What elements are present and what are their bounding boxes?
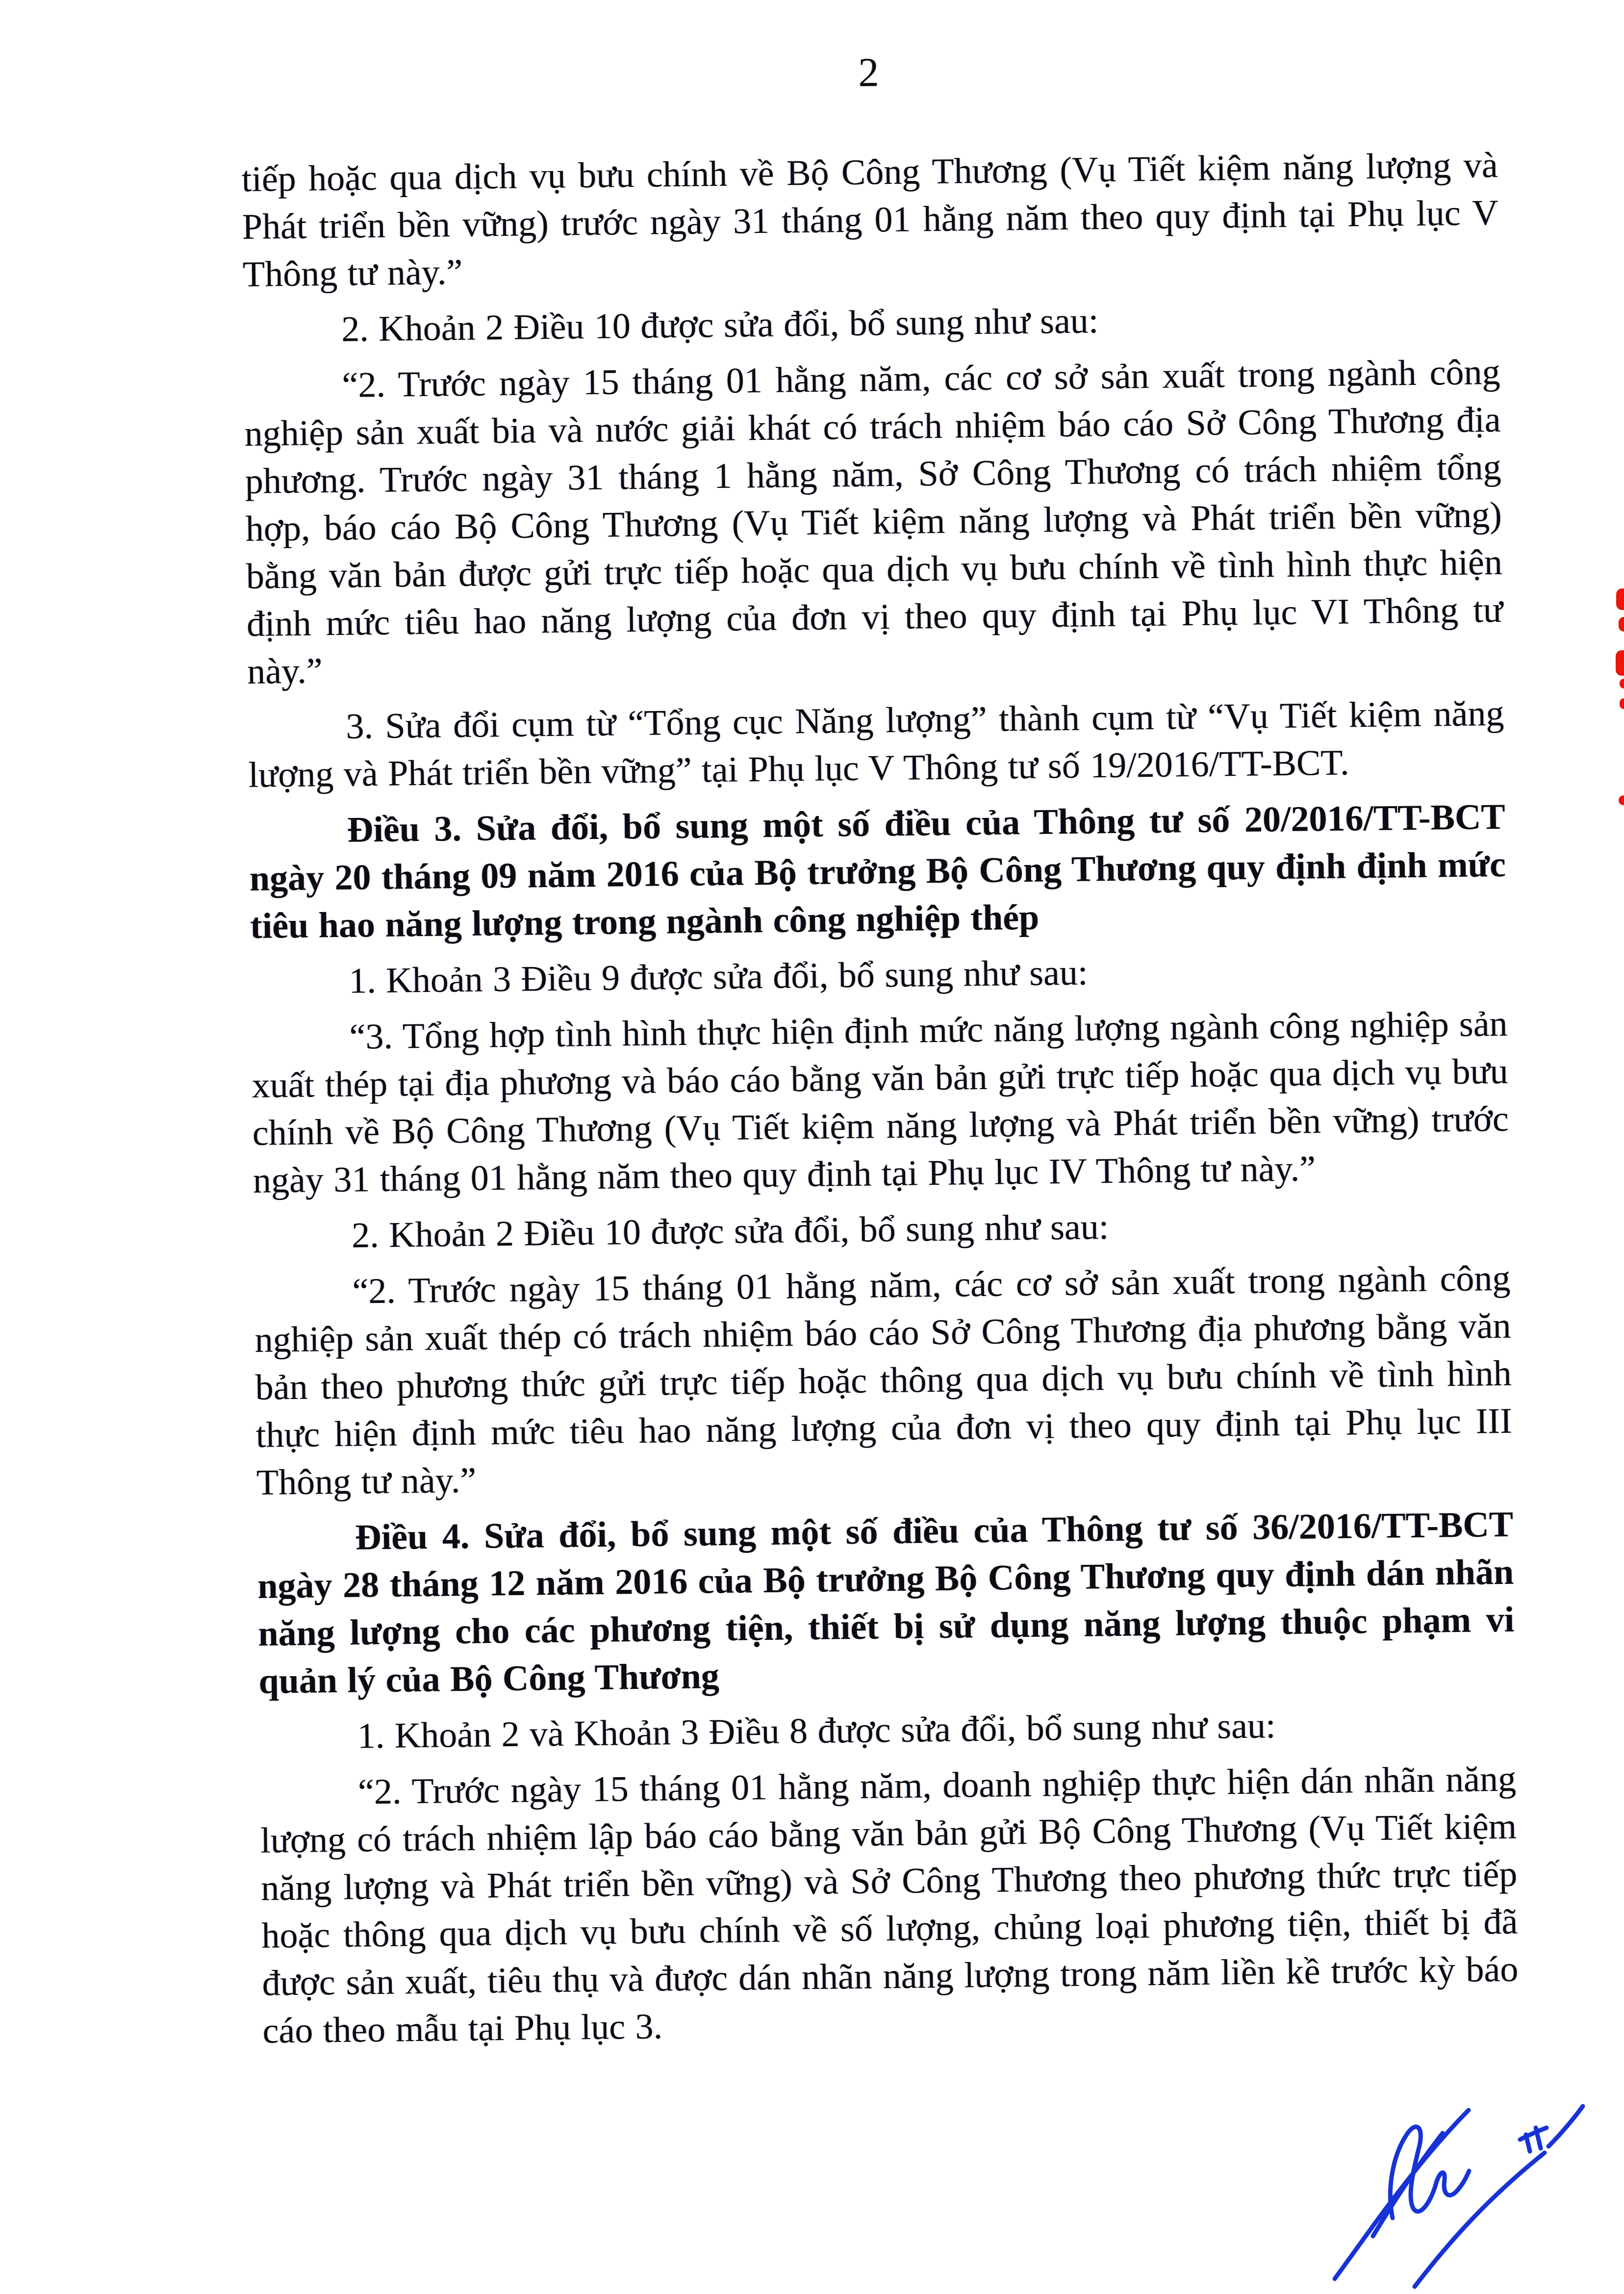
paragraph-clause-1-dieu-9: 1. Khoản 3 Điều 9 được sửa đổi, bổ sung như sau: <box>348 952 1088 1001</box>
page-number: 2 <box>858 50 879 96</box>
paragraph-clause-2-dieu-10-thep: 2. Khoản 2 Điều 10 được sửa đổi, bổ sung như sau: <box>351 1207 1109 1256</box>
paragraph-quote-2-dan-nhan: “2. Trước ngày 15 tháng 01 hằng năm, doanh nghiệp thực hiện dán nhãn năng lượng có trách nhiệm lập báo cáo bằng văn bản gửi Bộ Công Thương (Vụ Tiết kiệm năng lượng và Phát triển bền vững) và Sở Công Thương theo phương thức trực tiếp hoặc thông qua dịch vụ bưu chính về số lượng, chủng loại phương tiện, thiết bị đã được sản xuất, tiêu thụ và được dán nhãn năng lượng trong năm liền kề trước kỳ báo cáo theo mẫu tại Phụ lục 3. <box>260 1759 1519 2051</box>
paragraph-clause-2-dieu-10: 2. Khoản 2 Điều 10 được sửa đổi, bổ sung như sau: <box>341 301 1099 350</box>
signature-ink <box>1314 2085 1589 2294</box>
paragraph-quote-2-thep: “2. Trước ngày 15 tháng 01 hằng năm, các cơ sở sản xuất trong ngành công nghiệp sản xuất thép có trách nhiệm báo cáo Sở Công Thương địa phương bằng văn bản theo phương thức gửi trực tiếp hoặc thông qua dịch vụ bưu chính về tình hình thực hiện định mức tiêu hao năng lượng của đơn vị theo quy định tại Phụ lục III Thông tư này.” <box>254 1258 1513 1503</box>
paragraph-clause-3-sua-doi-cum-tu: 3. Sửa đổi cụm từ “Tổng cục Năng lượng” thành cụm từ “Vụ Tiết kiệm năng lượng và Phát triển bền vững” tại Phụ lục V Thông tư số 19/2016/TT-BCT. <box>248 693 1504 795</box>
paragraph-continuation: tiếp hoặc qua dịch vụ bưu chính về Bộ Công Thương (Vụ Tiết kiệm năng lượng và Phát triển bền vững) trước ngày 31 tháng 01 hằng năm theo quy định tại Phụ lục V Thông tư này.” <box>241 145 1499 295</box>
stamp-fragment <box>1616 588 1624 610</box>
stamp-fragment <box>1619 617 1624 632</box>
heading-dieu-4: Điều 4. Sửa đổi, bổ sung một số điều của Thông tư số 36/2016/TT-BCT ngày 28 tháng 12 năm 2016 của Bộ trưởng Bộ Công Thương quy định dán nhãn năng lượng cho các phương tiện, thiết bị sử dụng năng lượng thuộc phạm vi quản lý của Bộ Công Thương <box>257 1504 1515 1702</box>
paragraph-clause-1-dieu-8: 1. Khoản 2 và Khoản 3 Điều 8 được sửa đổi, bổ sung như sau: <box>357 1706 1276 1757</box>
stamp-fragment <box>1620 679 1624 688</box>
heading-dieu-3: Điều 3. Sửa đổi, bổ sung một số điều của Thông tư số 20/2016/TT-BCT ngày 20 tháng 09 năm 2016 của Bộ trưởng Bộ Công Thương quy định định mức tiêu hao năng lượng trong ngành công nghiệp thép <box>249 796 1506 946</box>
paragraph-quote-3-tong-hop: “3. Tổng hợp tình hình thực hiện định mức năng lượng ngành công nghiệp sản xuất thép tại địa phương và báo cáo bằng văn bản gửi trực tiếp hoặc qua dịch vụ bưu chính về Bộ Công Thương (Vụ Tiết kiệm năng lượng và Phát triển bền vững) trước ngày 31 tháng 01 hằng năm theo quy định tại Phụ lục IV Thông tư này.” <box>252 1003 1509 1201</box>
page-content <box>240 44 1519 2064</box>
paragraph-quote-2-bia-nuoc-giai-khat: “2. Trước ngày 15 tháng 01 hằng năm, các cơ sở sản xuất trong ngành công nghiệp sản xuất bia và nước giải khát có trách nhiệm báo cáo Sở Công Thương địa phương. Trước ngày 31 tháng 1 hằng năm, Sở Công Thương có trách nhiệm tổng hợp, báo cáo Bộ Công Thương (Vụ Tiết kiệm năng lượng và Phát triển bền vững) bằng văn bản được gửi trực tiếp hoặc qua dịch vụ bưu chính về tình hình thực hiện định mức tiêu hao năng lượng của đơn vị theo quy định tại Phụ lục VI Thông tư này.” <box>244 352 1503 692</box>
stamp-fragment <box>1620 698 1624 709</box>
stamp-fragment <box>1619 795 1624 805</box>
stamp-fragment <box>1616 650 1624 676</box>
